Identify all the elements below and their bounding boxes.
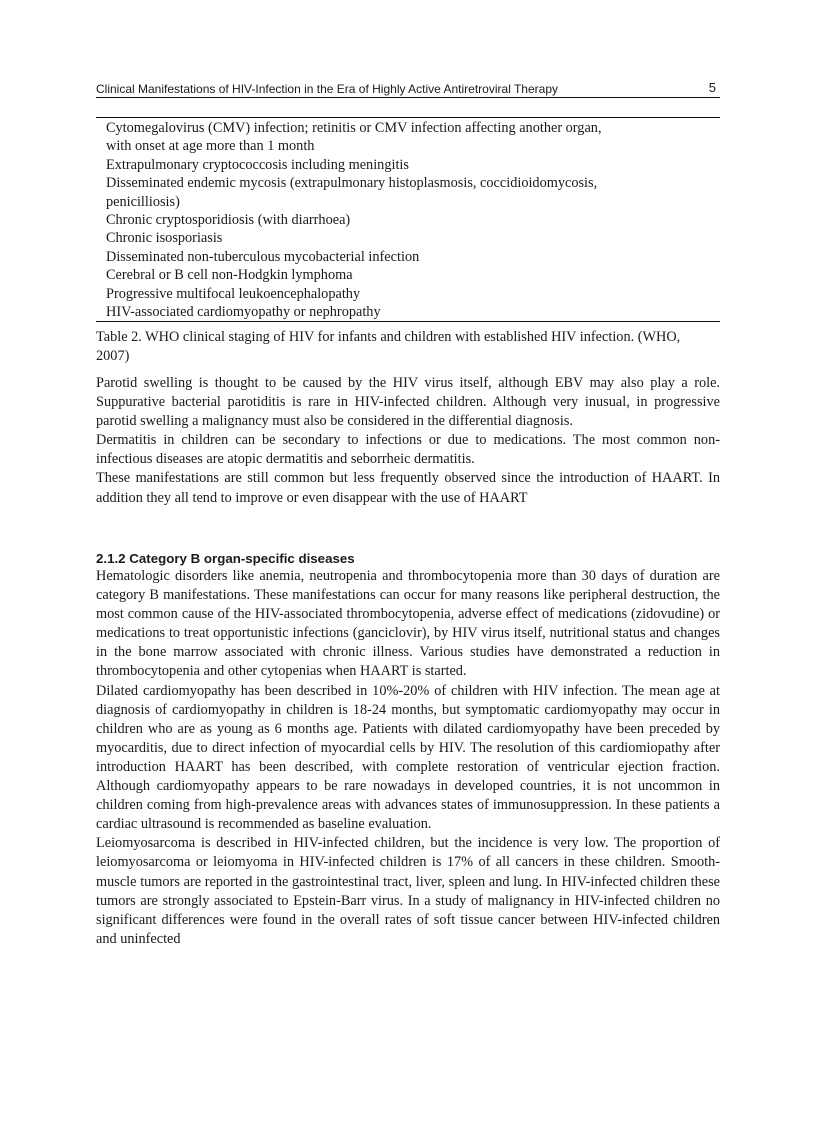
paragraph: Dermatitis in children can be secondary to infections or due to medications. The most common non-infectious diseases are atopic dermatitis and seborrheic dermatitis.	[96, 432, 720, 468]
table-line: Progressive multifocal leukoencephalopathy	[106, 285, 361, 302]
table-line: Chronic cryptosporidiosis (with diarrhoea)	[106, 212, 351, 229]
paragraph: Leiomyosarcoma is described in HIV-infected children, but the incidence is very low. The proportion of leiomyosarcoma or leiomyoma in HIV-infected children is 17% of all cancers in these children. Smooth-muscle tumors are reported in the gastrointestinal tract, liver, spleen and lung. In HIV-infected children these tumors are strongly associated to Epstein-Barr virus. In a study of malignancy in HIV-infected children no significant differences were found in the overall rates of soft tissue cancer between HIV-infected children and uninfected	[96, 835, 720, 947]
table-line: penicilliosis)	[106, 193, 180, 210]
paragraph: Dilated cardiomyopathy has been described in 10%-20% of children with HIV infection. The mean age at diagnosis of cardiomyopathy in children is 18-24 months, but symptomatic cardiomyopathy may occur in children who are as young as 6 months age. Patients with dilated cardiomyopathy have been preceded by myocarditis, due to direct infection of myocardial cells by HIV. The resolution of this cardiomiopathy after introduction HAART has been described, with complete restoration of ventricular ejection fraction. Although cardiomyopathy appears to be rare nowadays in developed countries, it is not uncommon in children coming from high-prevalence areas with advances states of immunosuppression. In these patients a cardiac ultrasound is recommended as baseline evaluation.	[96, 682, 720, 833]
paragraph: Parotid swelling is thought to be caused by the HIV virus itself, although EBV may also play a role. Suppurative bacterial parotiditis is rare in HIV-infected children. Although very inusual, in progressive parotid swelling a malignancy must also be considered in the differential diagnosis.	[96, 375, 720, 430]
running-header-title: Clinical Manifestations of HIV-Infection in the Era of Highly Active Antiretroviral Therapy	[96, 82, 558, 96]
table-line: Cerebral or B cell non-Hodgkin lymphoma	[106, 267, 353, 284]
table-caption: Table 2. WHO clinical staging of HIV for infants and children with established HIV infection. (WHO, 2007)	[96, 329, 681, 364]
table-line: Disseminated endemic mycosis (extrapulmonary histoplasmosis, coccidioidomycosis,	[106, 175, 598, 192]
table-line: HIV-associated cardiomyopathy or nephropathy	[106, 304, 381, 321]
section-category-b	[96, 567, 720, 949]
section-heading: 2.1.2 Category B organ-specific diseases	[96, 551, 355, 566]
who-staging-table	[96, 117, 720, 322]
running-header	[96, 80, 720, 98]
table-line: with onset at age more than 1 month	[106, 138, 315, 155]
table-line: Chronic isosporiasis	[106, 230, 223, 247]
section-parotid-dermatitis	[96, 374, 720, 508]
page-number: 5	[708, 80, 716, 95]
table-line: Cytomegalovirus (CMV) infection; retinitis or CMV infection affecting another organ,	[106, 120, 602, 136]
table-line: Extrapulmonary cryptococcosis including meningitis	[106, 156, 409, 173]
paragraph: Hematologic disorders like anemia, neutropenia and thrombocytopenia more than 30 days of duration are category B manifestations. These manifestations can occur for many reasons like peripheral destruction, the most common cause of the HIV-associated thrombocytopenia, adverse effect of medications (zidovudine) or medications to treat opportunistic infections (ganciclovir), by HIV virus itself, nutritional status and changes in the bone marrow associated with chronic illness. Various studies have demonstrated a reduction in thrombocytopenia and other cytopenias when HAART is started.	[96, 568, 720, 680]
table-line: Disseminated non-tuberculous mycobacterial infection	[106, 248, 420, 265]
paragraph: These manifestations are still common but less frequently observed since the introduction of HAART. In addition they all tend to improve or even disappear with the use of HAART	[96, 470, 720, 506]
